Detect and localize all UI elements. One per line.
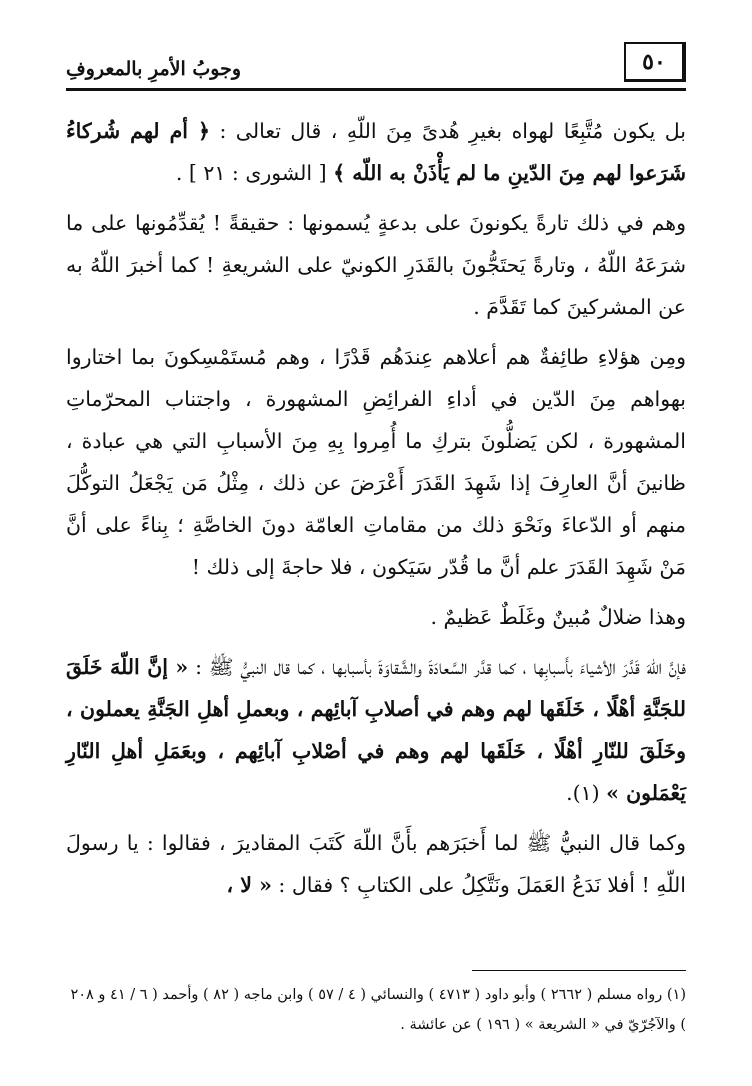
page-body	[66, 110, 686, 914]
paragraph-6-text: وكما قال النبيُّ ﷺ لما أَخبَرَهم بأَنَّ اللّهَ كَتَبَ المقاديرَ ، فقالوا : يا رسولَ اللّهِ ! أفلا نَدَعُ العَمَلَ ونَتَّكِلُ على الكتابِ ؟ فقال :	[66, 831, 686, 897]
paragraph-4: وهذا ضلالٌ مُبينٌ وغَلَطٌ عَظيمٌ .	[430, 605, 686, 629]
paragraph-5	[66, 646, 686, 814]
page-header	[66, 40, 686, 90]
quran-verse: ﴿ أم لهم شُركاءُ شَرَعوا لهم مِنَ الدّينِ ما لم يَأْذَنْ به اللّه ﴾	[66, 119, 686, 185]
footnote-separator	[472, 970, 686, 971]
footnote-marker: (١).	[566, 781, 607, 805]
header-rule	[66, 88, 686, 91]
footnote: (١) رواه مسلم ( ٢٦٦٢ ) وأبو داود ( ٤٧١٣ ) والنسائي ( ٤ / ٥٧ ) وابن ماجه ( ٨٢ ) وأحمد ( ٦ / ٤١ و ٢٠٨ ) والآجُرّيّ في « الشريعة » ( ١٩٦ ) عن عائشة .	[70, 987, 686, 1033]
hadith-quote-start: « لا ،	[226, 873, 272, 897]
paragraph-6	[66, 822, 686, 906]
paragraph-2: وهم في ذلك تارةً يكونونَ على بدعةٍ يُسمونها : حقيقةً ! يُقدِّمُونها على ما شرَعَهُ اللّهُ ، وتارةً يَحتَجُّونَ بالقَدَرِ الكونيّ على الشريعةِ ! كما أخبرَ اللّهُ به عن المشركينَ كما تَقَدَّمَ .	[66, 211, 686, 319]
paragraph-1	[66, 110, 686, 194]
running-title: وجوبُ الأمرِ بالمعروفِ	[66, 58, 241, 80]
page-number: ٥٠	[624, 42, 686, 82]
paragraph-3: ومِن هؤلاءِ طائِفةٌ هم أعلاهم عِندَهُم قَدْرًا ، وهم مُستَمْسِكونَ بما اختاروا بهواهم مِنَ الدّين في أداءِ الفرائِضِ المشهورة ، واجتناب المحرّماتِ المشهورة ، لكن يَضلُّونَ بتركِ ما أُمِروا بِهِ مِنَ الأسبابِ التي هي عبادة ، ظانينَ أنَّ العارِفَ إذا شَهِدَ القَدَرَ أَعْرَضَ عن ذلك ، مِثْلُ مَن يَجْعَلُ التوكُّلَ منهم أو الدّعاءَ ونَحْوَ ذلك من مقاماتِ العامّة دونَ الخاصَّةِ ؛ بِناءً على أنَّ مَنْ شَهِدَ القَدَرَ علم أنَّ ما قُدّر سَيَكون ، فلا حاجةَ إلى ذلك !	[66, 345, 686, 579]
paragraph-1-text: بل يكون مُتَّبِعًا لهواه بغيرِ هُدىً مِنَ اللّهِ ، قال تعالى :	[210, 119, 686, 143]
paragraph-5-text: فإنَّ اللّهَ قَدَّرَ الأشياءَ بأَسبابِها ، كما قدَّر السَّعادَةَ والشَّقاوَةَ بأسبابها ، كما قال النبيُّ ﷺ :	[188, 655, 686, 679]
verse-reference: [ الشورى : ٢١ ] .	[175, 161, 334, 185]
hadith-quote: « إنَّ اللّهَ خَلَقَ للجَنَّةِ أهْلًا ، خَلَقَها لهم وهم في أصلابِ آبائِهم ، وبعملِ أهلِ الجَنَّةِ يعملون ، وخَلَقَ للنّارِ أهْلًا ، خَلَقَها لهم وهم في أصْلابِ آبائِهم ، وبعَمَلِ أهلِ النّارِ يَعْمَلون »	[66, 655, 686, 805]
